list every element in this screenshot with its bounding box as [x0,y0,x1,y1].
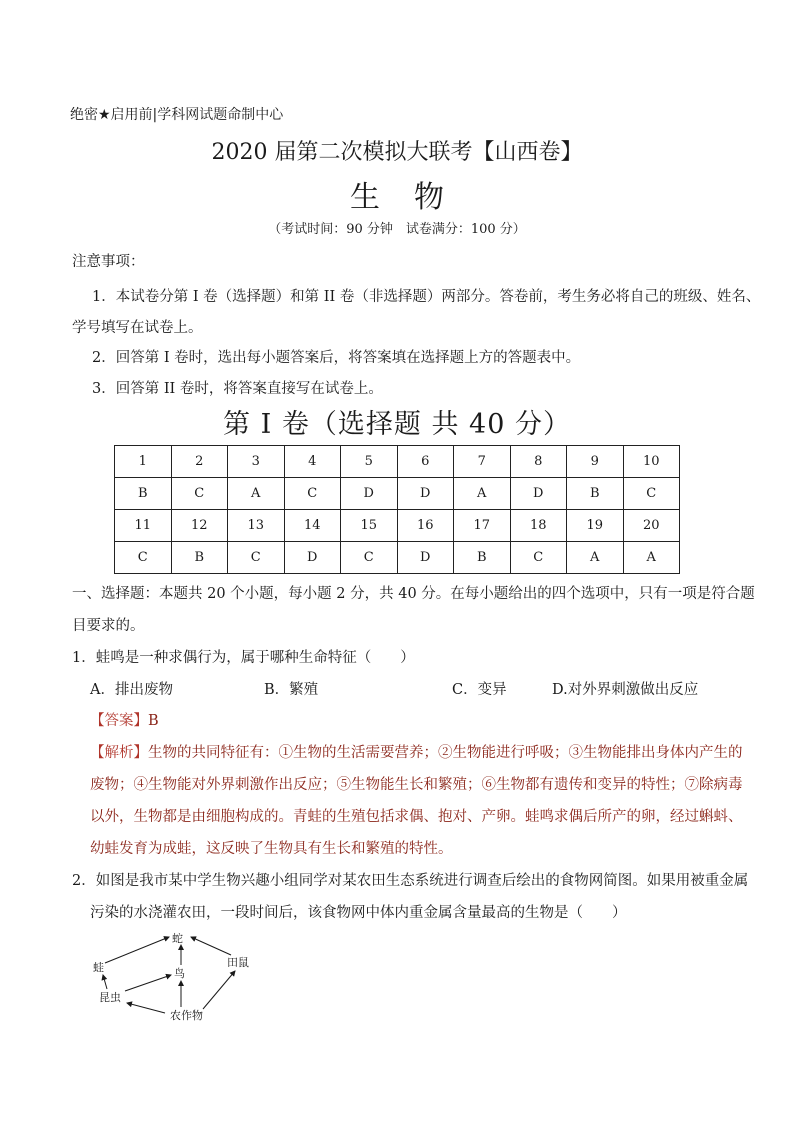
table-cell: 5 [341,446,398,478]
section-1-title: 第 I 卷（选择题 共 40 分） [223,409,571,440]
arrow-insect-to-bird [125,975,171,991]
table-cell: 20 [623,510,680,542]
part-1-intro-line-2: 目要求的。 [72,618,145,634]
table-cell: B [171,542,228,574]
table-cell: 15 [341,510,398,542]
question-1-option-c: C．变异 [452,682,507,698]
question-2-stem-line-2: 污染的水浇灌农田，一段时间后，该食物网中体内重金属含量最高的生物是（ ） [90,905,627,921]
subject-title: 生物 [350,180,478,215]
food-web-node-insect: 昆虫 [99,991,121,1004]
table-cell: D [341,478,398,510]
table-cell: 13 [228,510,285,542]
food-web-arrows [103,937,235,1013]
table-cell: A [454,478,511,510]
part-1-intro-line-1: 一、选择题：本题共 20 个小题，每小题 2 分，共 40 分。在每小题给出的四个选项中，只有一项是符合题 [72,586,755,602]
arrow-frog-to-snake [105,937,169,963]
table-cell: B [454,542,511,574]
exam-title: 2020 届第二次模拟大联考【山西卷】 [211,140,583,165]
table-cell: C [510,542,567,574]
food-web-node-bird: 鸟 [174,967,185,980]
table-cell: 19 [567,510,624,542]
food-web-node-crop: 农作物 [170,1009,203,1022]
explanation-text: 生物的共同特征有：①生物的生活需要营养；②生物能进行呼吸；③生物能排出身体内产生的 [148,745,743,761]
table-cell: 7 [454,446,511,478]
table-row [115,446,680,478]
arrow-mouse-to-snake [191,937,231,955]
notice-item-1-line-1: 1．本试卷分第 I 卷（选择题）和第 II 卷（非选择题）两部分。答卷前，考生务必将自己的班级、姓名、 [92,289,761,305]
table-cell: 14 [284,510,341,542]
table-cell: D [284,542,341,574]
table-row [115,510,680,542]
question-1-option-d: D.对外界刺激做出反应 [552,682,699,698]
table-cell: 16 [397,510,454,542]
table-cell: D [397,478,454,510]
table-cell: 3 [228,446,285,478]
notice-item-2: 2．回答第 I 卷时，选出每小题答案后，将答案填在选择题上方的答题表中。 [92,350,581,366]
table-cell: 4 [284,446,341,478]
arrow-crop-to-mouse [203,971,235,1009]
table-cell: C [171,478,228,510]
question-1-explanation-line-3: 以外，生物都是由细胞构成的。青蛙的生殖包括求偶、抱对、产卵。蛙鸣求偶后所产的卵，经过蝌蚪、 [90,809,743,825]
table-row [115,478,680,510]
table-cell: B [567,478,624,510]
question-1-stem: 1．蛙鸣是一种求偶行为，属于哪种生命特征（ ） [72,650,415,666]
table-cell: C [115,542,172,574]
table-cell: 6 [397,446,454,478]
notice-item-1-line-2: 学号填写在试卷上。 [72,320,203,336]
question-1-explanation-line-1 [90,741,743,762]
table-cell: 11 [115,510,172,542]
table-cell: C [623,478,680,510]
table-row [115,542,680,574]
table-cell: 18 [510,510,567,542]
table-cell: C [341,542,398,574]
table-cell: A [623,542,680,574]
question-1-explanation-line-2: 废物；④生物能对外界刺激作出反应；⑤生物能生长和繁殖；⑥生物都有遗传和变异的特性；⑦除病毒 [90,777,743,793]
notice-heading: 注意事项： [72,254,145,270]
answer-value: B [148,713,159,729]
exam-time-info: （考试时间：90 分钟 试卷满分：100 分） [268,222,526,237]
table-cell: A [567,542,624,574]
food-web-diagram [85,925,255,1030]
notice-item-3: 3．回答第 II 卷时，将答案直接写在试卷上。 [92,381,383,397]
table-cell: 17 [454,510,511,542]
arrow-insect-to-frog [103,975,107,989]
answer-label: 【答案】 [90,713,148,729]
arrow-crop-to-insect [127,1003,165,1013]
table-cell: 8 [510,446,567,478]
secret-mark: 绝密★启用前|学科网试题命制中心 [70,107,284,123]
question-1-explanation-line-4: 幼蛙发育为成蛙，这反映了生物具有生长和繁殖的特性。 [90,841,453,857]
food-web-node-frog: 蛙 [93,961,104,974]
question-1-answer [90,709,159,730]
question-1-option-b: B．繁殖 [264,682,319,698]
table-cell: 10 [623,446,680,478]
food-web-node-field-mouse: 田鼠 [227,956,249,969]
food-web-node-snake: 蛇 [172,932,183,945]
explanation-label: 【解析】 [90,745,148,761]
table-cell: C [228,542,285,574]
table-cell: 2 [171,446,228,478]
table-cell: C [284,478,341,510]
table-cell: D [510,478,567,510]
question-2-stem-line-1: 2．如图是我市某中学生物兴趣小组同学对某农田生态系统进行调查后绘出的食物网简图。如果用被重金属 [72,873,749,889]
table-cell: 9 [567,446,624,478]
table-cell: A [228,478,285,510]
question-1-option-a: A．排出废物 [90,682,173,698]
table-cell: B [115,478,172,510]
answer-table [114,445,680,574]
table-cell: 1 [115,446,172,478]
table-cell: 12 [171,510,228,542]
table-cell: D [397,542,454,574]
